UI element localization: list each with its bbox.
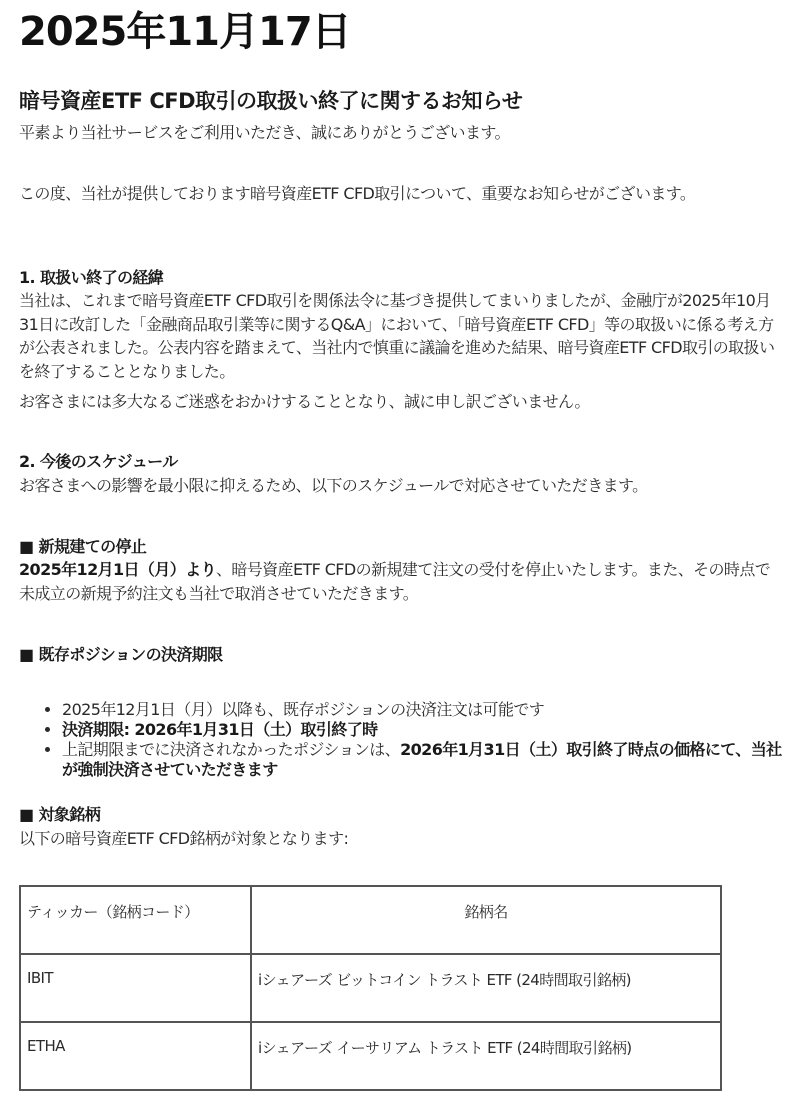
new-positions-body <box>19 558 784 605</box>
existing-positions-heading: ■ 既存ポジションの決済期限 <box>19 645 223 664</box>
column-header-ticker: ティッカー（銘柄コード） <box>20 886 251 954</box>
table-row <box>20 1022 721 1090</box>
greeting-text: 平素より当社サービスをご利用いただき、誠にありがとうございます。 <box>19 123 510 142</box>
settlement-bullet-list <box>19 700 789 780</box>
new-positions-text: 、暗号資産ETF CFDの新規建て注文の受付を停止いたします。また、その時点で未成立の新規予約注文も当社で取消させていただきます。 <box>19 560 771 603</box>
section1-body: 当社は、これまで暗号資産ETF CFD取引を関係法令に基づき提供してまいりましたが、金融庁が2025年10月31日に改訂した「金融商品取引業等に関するQ&A」において、「暗号資産ETF CFD」等の取扱いに係る考え方が公表されました。公表内容を踏まえて、当社内で慎重に議論を進めた結果、暗号資産ETF CFD取引の取扱いを終了することとなりました。 <box>19 291 775 381</box>
bullet-item: • 決済期限: 2026年1月31日（土）取引終了時 <box>62 720 789 740</box>
targets-body: 以下の暗号資産ETF CFD銘柄が対象となります: <box>19 829 349 848</box>
name-cell: iシェアーズ イーサリアム トラスト ETF (24時間取引銘柄) <box>251 1022 721 1090</box>
bullet-item: • 上記期限までに決済されなかったポジションは、2026年1月31日（土）取引終了時点の価格にて、当社が強制決済させていただきます <box>62 740 789 780</box>
ticker-cell: IBIT <box>20 954 251 1022</box>
section1-apology: お客さまには多大なるご迷惑をおかけすることとなり、誠に申し訳ございません。 <box>19 392 590 411</box>
date-title: 2025年11月17日 <box>19 9 351 55</box>
target-instruments-table <box>19 885 722 1091</box>
new-positions-date: 2025年12月1日（月）より <box>19 560 216 579</box>
notice-title: 暗号資産ETF CFD取引の取扱い終了に関するお知らせ <box>19 89 523 113</box>
table-header-row <box>20 886 721 954</box>
bullet-item: • 2025年12月1日（月）以降も、既存ポジションの決済注文は可能です <box>62 700 789 720</box>
targets-heading: ■ 対象銘柄 <box>19 805 101 824</box>
ticker-cell: ETHA <box>20 1022 251 1090</box>
intro-text: この度、当社が提供しております暗号資産ETF CFD取引について、重要なお知らせがございます。 <box>19 184 696 203</box>
column-header-name: 銘柄名 <box>251 886 721 954</box>
section2-body: お客さまへの影響を最小限に抑えるため、以下のスケジュールで対応させていただきます。 <box>19 476 648 495</box>
section2-heading: 2. 今後のスケジュール <box>19 452 178 471</box>
new-positions-heading: ■ 新規建ての停止 <box>19 537 147 556</box>
section1-heading: 1. 取扱い終了の経緯 <box>19 268 164 287</box>
table-row <box>20 954 721 1022</box>
name-cell: iシェアーズ ビットコイン トラスト ETF (24時間取引銘柄) <box>251 954 721 1022</box>
